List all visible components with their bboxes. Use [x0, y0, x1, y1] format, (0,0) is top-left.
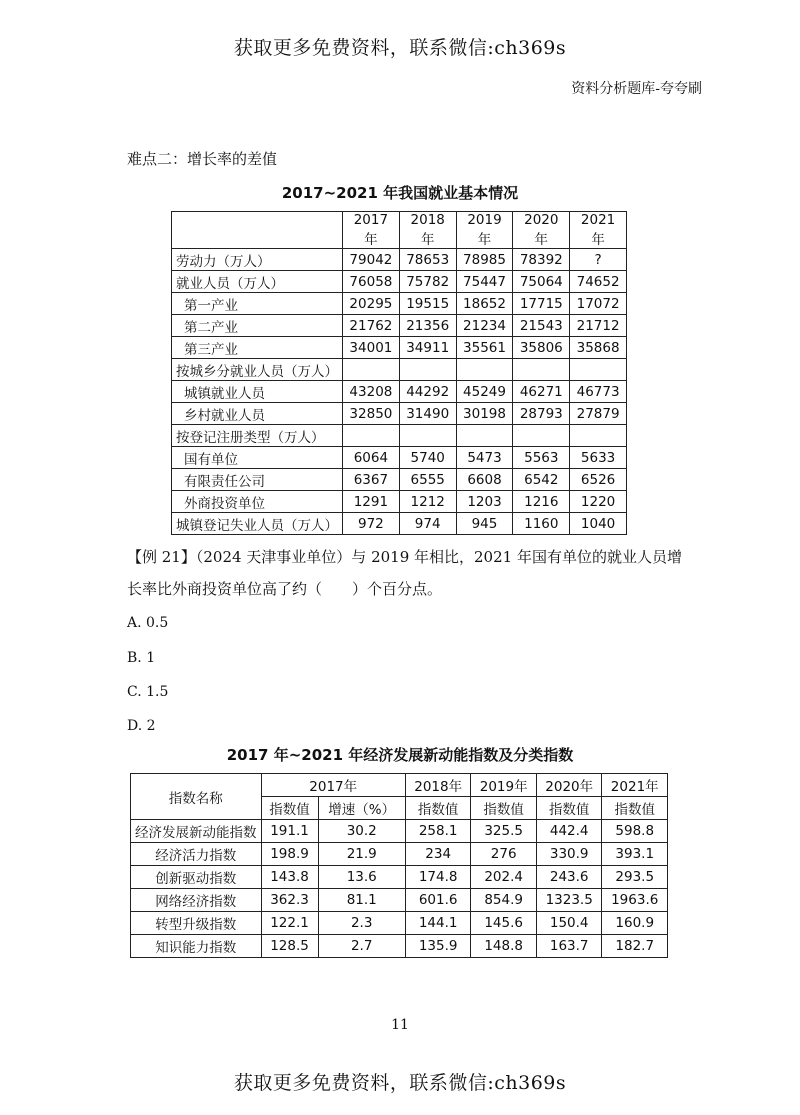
- table-cell: 6555: [399, 469, 456, 491]
- table-cell: 330.9: [536, 843, 602, 866]
- table-cell: 6526: [570, 469, 627, 491]
- table-cell: 35868: [570, 337, 627, 359]
- table1-header-cell: 2018年: [399, 212, 456, 249]
- table-cell: 18652: [456, 293, 513, 315]
- table-row: [172, 425, 627, 447]
- table2-header-row: [131, 774, 668, 797]
- index-name: 转型升级指数: [131, 912, 262, 935]
- table-cell: 21543: [513, 315, 570, 337]
- table-cell: 1212: [399, 491, 456, 513]
- employment-table: [171, 211, 627, 535]
- table-cell: ?: [570, 249, 627, 271]
- index-name: 网络经济指数: [131, 889, 262, 912]
- table-cell: 243.6: [536, 866, 602, 889]
- row-label: 第二产业: [172, 315, 343, 337]
- table-cell: [399, 359, 456, 381]
- table-cell: 191.1: [261, 820, 318, 843]
- table1-title: 2017~2021 年我国就业基本情况: [281, 184, 519, 202]
- table-cell: 35806: [513, 337, 570, 359]
- table2-header-year: 2020年: [536, 774, 602, 797]
- table-cell: 148.8: [471, 935, 537, 958]
- table-cell: 150.4: [536, 912, 602, 935]
- table-cell: 5633: [570, 447, 627, 469]
- table-cell: 45249: [456, 381, 513, 403]
- table-cell: 13.6: [318, 866, 405, 889]
- table-cell: 6367: [343, 469, 400, 491]
- table-row: [172, 513, 627, 535]
- row-label: 国有单位: [172, 447, 343, 469]
- table-cell: 74652: [570, 271, 627, 293]
- table-cell: 135.9: [405, 935, 471, 958]
- table1-header-row: [172, 212, 627, 249]
- table-cell: 128.5: [261, 935, 318, 958]
- table-cell: 21.9: [318, 843, 405, 866]
- table-cell: 144.1: [405, 912, 471, 935]
- table-cell: 145.6: [471, 912, 537, 935]
- row-label: 有限责任公司: [172, 469, 343, 491]
- table2-header-name: 指数名称: [131, 774, 262, 820]
- table-row: [172, 403, 627, 425]
- table-cell: 75782: [399, 271, 456, 293]
- table-cell: 174.8: [405, 866, 471, 889]
- table-cell: [513, 359, 570, 381]
- row-label: 按登记注册类型（万人）: [172, 425, 343, 447]
- table2-header-2017: 2017年: [261, 774, 405, 797]
- table-cell: 5740: [399, 447, 456, 469]
- table1-header-cell: 2020年: [513, 212, 570, 249]
- table-cell: 44292: [399, 381, 456, 403]
- section-title: 难点二：增长率的差值: [127, 150, 278, 168]
- table-cell: 293.5: [602, 866, 668, 889]
- table-cell: 234: [405, 843, 471, 866]
- table1-header-cell: [172, 212, 343, 249]
- row-label: 就业人员（万人）: [172, 271, 343, 293]
- table-cell: 1160: [513, 513, 570, 535]
- table-cell: 182.7: [602, 935, 668, 958]
- table-cell: 2.3: [318, 912, 405, 935]
- table-cell: [570, 359, 627, 381]
- table-cell: 198.9: [261, 843, 318, 866]
- table-cell: 76058: [343, 271, 400, 293]
- table-cell: 27879: [570, 403, 627, 425]
- table-cell: 19515: [399, 293, 456, 315]
- table-row: [172, 337, 627, 359]
- table2-subheader-growth: 增速（%）: [318, 797, 405, 820]
- table-row: [131, 843, 668, 866]
- table-cell: 5473: [456, 447, 513, 469]
- table-cell: 163.7: [536, 935, 602, 958]
- table-cell: 43208: [343, 381, 400, 403]
- table1-header-cell: 2021年: [570, 212, 627, 249]
- row-label: 城镇就业人员: [172, 381, 343, 403]
- table2-title: 2017 年~2021 年经济发展新动能指数及分类指数: [226, 746, 574, 764]
- table-cell: 601.6: [405, 889, 471, 912]
- table-row: [131, 820, 668, 843]
- table-cell: 945: [456, 513, 513, 535]
- table1-header-cell: 2017年: [343, 212, 400, 249]
- option-b: B. 1: [127, 650, 156, 666]
- table-cell: 6608: [456, 469, 513, 491]
- row-label: 劳动力（万人）: [172, 249, 343, 271]
- table-cell: 6064: [343, 447, 400, 469]
- table-cell: 75447: [456, 271, 513, 293]
- table-cell: 1216: [513, 491, 570, 513]
- table-cell: 2.7: [318, 935, 405, 958]
- index-name: 经济发展新动能指数: [131, 820, 262, 843]
- table-cell: 21712: [570, 315, 627, 337]
- watermark-top: 获取更多免费资料，联系微信:ch369s: [233, 37, 567, 59]
- table2-header-year: 2021年: [602, 774, 668, 797]
- table-cell: 34911: [399, 337, 456, 359]
- row-label: 第三产业: [172, 337, 343, 359]
- table-cell: [570, 425, 627, 447]
- table-cell: 31490: [399, 403, 456, 425]
- table-cell: 34001: [343, 337, 400, 359]
- table-cell: [343, 359, 400, 381]
- table-cell: 35561: [456, 337, 513, 359]
- table-cell: 393.1: [602, 843, 668, 866]
- table-cell: 21356: [399, 315, 456, 337]
- table2-subheader-index: 指数值: [602, 797, 668, 820]
- table-cell: 17072: [570, 293, 627, 315]
- table-cell: 1291: [343, 491, 400, 513]
- table-row: [172, 359, 627, 381]
- table-cell: [456, 359, 513, 381]
- table-row: [172, 469, 627, 491]
- option-c: C. 1.5: [127, 684, 169, 700]
- row-label: 按城乡分就业人员（万人）: [172, 359, 343, 381]
- table-cell: 78985: [456, 249, 513, 271]
- table-row: [172, 249, 627, 271]
- table2-subheader-index: 指数值: [261, 797, 318, 820]
- table-cell: 143.8: [261, 866, 318, 889]
- table-cell: 1963.6: [602, 889, 668, 912]
- row-label: 第一产业: [172, 293, 343, 315]
- question-stem: 【例 21】（2024 天津事业单位）与 2019 年相比，2021 年国有单位的就业人员增长率比外商投资单位高了约（ ）个百分点。: [127, 548, 682, 598]
- table-cell: 78653: [399, 249, 456, 271]
- row-label: 外商投资单位: [172, 491, 343, 513]
- watermark-bottom: 获取更多免费资料，联系微信:ch369s: [233, 1072, 567, 1094]
- table-cell: 276: [471, 843, 537, 866]
- table-cell: 974: [399, 513, 456, 535]
- table-cell: 325.5: [471, 820, 537, 843]
- option-a: A. 0.5: [127, 615, 169, 631]
- table-cell: 5563: [513, 447, 570, 469]
- table-cell: 854.9: [471, 889, 537, 912]
- table-cell: 28793: [513, 403, 570, 425]
- table-cell: 202.4: [471, 866, 537, 889]
- table-cell: 1040: [570, 513, 627, 535]
- table-cell: 6542: [513, 469, 570, 491]
- table-cell: [399, 425, 456, 447]
- table-row: [172, 491, 627, 513]
- table-row: [172, 315, 627, 337]
- table-cell: 81.1: [318, 889, 405, 912]
- row-label: 乡村就业人员: [172, 403, 343, 425]
- table-row: [172, 271, 627, 293]
- table-cell: 79042: [343, 249, 400, 271]
- table-cell: 1220: [570, 491, 627, 513]
- table-cell: 20295: [343, 293, 400, 315]
- table-cell: 78392: [513, 249, 570, 271]
- table-cell: 972: [343, 513, 400, 535]
- table-row: [131, 889, 668, 912]
- table2-header-year: 2019年: [471, 774, 537, 797]
- table2-subheader-index: 指数值: [405, 797, 471, 820]
- table2-subheader-index: 指数值: [536, 797, 602, 820]
- new-momentum-index-table: [130, 773, 668, 958]
- table-cell: 598.8: [602, 820, 668, 843]
- table-cell: 32850: [343, 403, 400, 425]
- table-cell: [343, 425, 400, 447]
- table-row: [172, 447, 627, 469]
- row-label: 城镇登记失业人员（万人）: [172, 513, 343, 535]
- index-name: 知识能力指数: [131, 935, 262, 958]
- table-row: [172, 293, 627, 315]
- table-cell: [513, 425, 570, 447]
- header-title: 资料分析题库-夸夸刷: [571, 81, 702, 97]
- table-cell: 1203: [456, 491, 513, 513]
- option-d: D. 2: [127, 718, 156, 734]
- table-cell: 362.3: [261, 889, 318, 912]
- table-cell: 30198: [456, 403, 513, 425]
- table-cell: 30.2: [318, 820, 405, 843]
- table-row: [172, 381, 627, 403]
- table2-subheader-index: 指数值: [471, 797, 537, 820]
- page-number: 11: [391, 1017, 409, 1033]
- table1-header-cell: 2019年: [456, 212, 513, 249]
- index-name: 经济活力指数: [131, 843, 262, 866]
- table-cell: 46271: [513, 381, 570, 403]
- table-cell: 17715: [513, 293, 570, 315]
- table-cell: 442.4: [536, 820, 602, 843]
- table-cell: 21762: [343, 315, 400, 337]
- table-cell: 75064: [513, 271, 570, 293]
- table-cell: 21234: [456, 315, 513, 337]
- table-cell: 160.9: [602, 912, 668, 935]
- table-row: [131, 866, 668, 889]
- index-name: 创新驱动指数: [131, 866, 262, 889]
- table-cell: 122.1: [261, 912, 318, 935]
- table-row: [131, 935, 668, 958]
- table-cell: 1323.5: [536, 889, 602, 912]
- table-cell: 258.1: [405, 820, 471, 843]
- table-cell: [456, 425, 513, 447]
- table-cell: 46773: [570, 381, 627, 403]
- table2-header-year: 2018年: [405, 774, 471, 797]
- table-row: [131, 912, 668, 935]
